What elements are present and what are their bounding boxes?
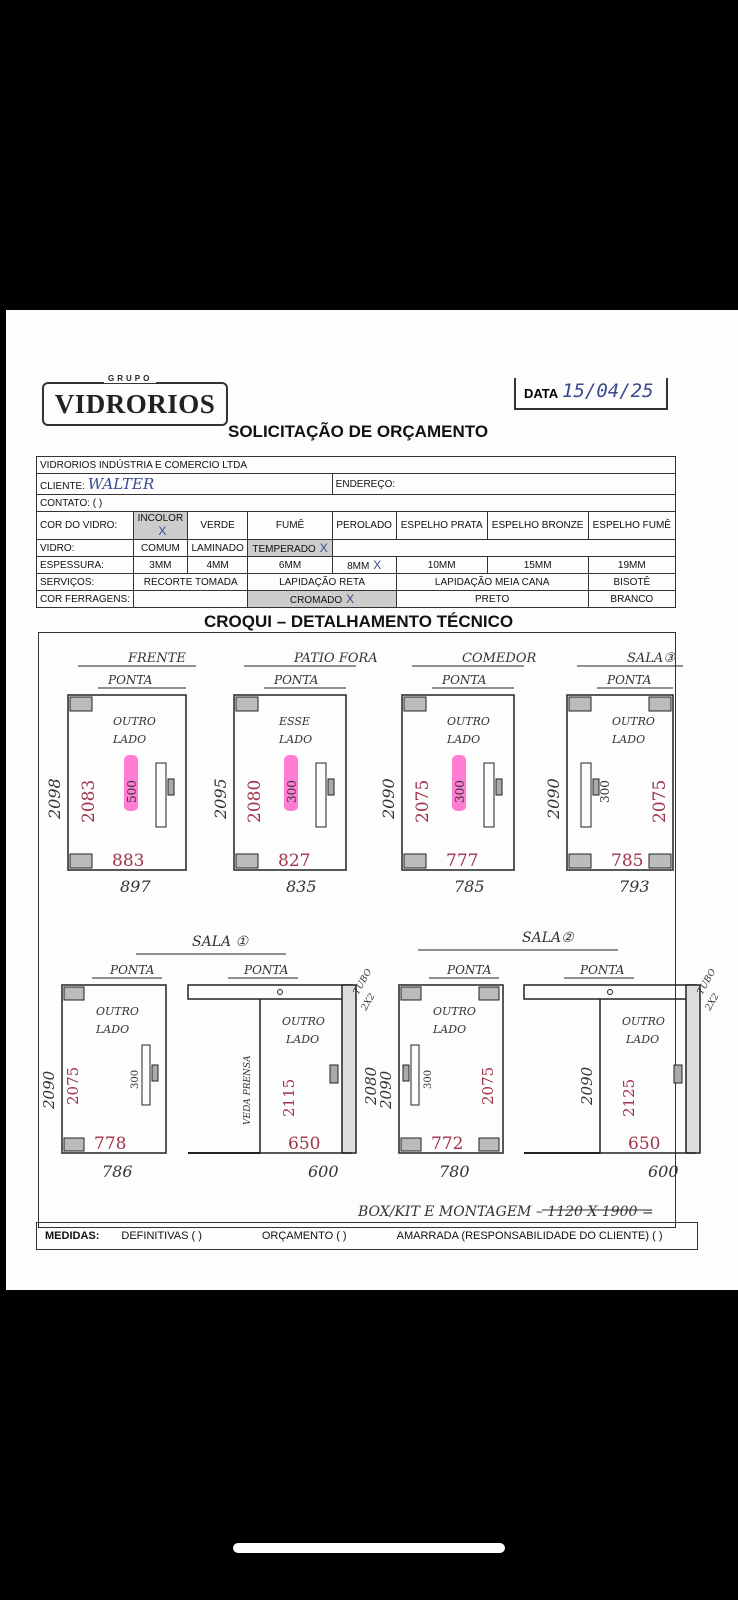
handle-size: 300	[423, 1069, 434, 1089]
home-indicator[interactable]	[233, 1543, 505, 1553]
check-mark: X	[346, 592, 355, 606]
side-note: LADO	[96, 1023, 130, 1036]
color-fume: FUMÊ	[248, 512, 332, 540]
thickness-10mm: 10MM	[396, 557, 487, 574]
total-height: 2090	[40, 1070, 58, 1109]
color-espelho-bronze: ESPELHO BRONZE	[487, 512, 588, 540]
side-note: LADO	[279, 733, 313, 746]
side-note: OUTRO	[622, 1015, 665, 1028]
thickness-15mm: 15MM	[487, 557, 588, 574]
side-note: LADO	[286, 1033, 320, 1046]
side-note: OUTRO	[433, 1005, 476, 1018]
corner-fitting	[649, 854, 671, 868]
glass-height: 2075	[64, 1066, 82, 1105]
lock-block	[328, 779, 334, 795]
logo-group-text: GRUPO	[104, 374, 156, 383]
side-note: LADO	[113, 733, 147, 746]
thickness-label: ESPESSURA:	[37, 557, 134, 574]
total-width: 897	[120, 877, 151, 896]
color-perolado: PEROLADO	[332, 512, 396, 540]
color-espelho-fume: ESPELHO FUMÊ	[588, 512, 675, 540]
handle-size: 500	[125, 780, 139, 803]
glass-height: 2075	[413, 779, 433, 823]
total-width: 793	[619, 877, 650, 896]
handle-frame	[484, 763, 494, 827]
rail-screw	[278, 990, 283, 995]
client-value: WALTER	[87, 475, 155, 493]
glass-width: 777	[446, 851, 479, 871]
total-width: 785	[454, 877, 485, 896]
panel-name-4: SALA③	[627, 651, 675, 666]
kit-note: BOX/KIT E MONTAGEM – 1120 X 1900 =	[358, 1204, 654, 1220]
date-label: DATA	[524, 386, 559, 401]
total-width: 600	[308, 1162, 339, 1181]
tube-note: TUBO	[351, 967, 375, 997]
thickness-6mm: 6MM	[248, 557, 332, 574]
service-lapidacao-reta: LAPIDAÇÃO RETA	[248, 574, 396, 591]
glass-comum: COMUM	[134, 540, 188, 557]
croqui-title: CROQUI – DETALHAMENTO TÉCNICO	[204, 612, 514, 631]
corner-fitting	[569, 854, 591, 868]
glass-width: 650	[628, 1134, 661, 1154]
ponta-label: PONTA	[110, 963, 155, 977]
total-height: 2090	[377, 1070, 395, 1109]
glass-height: 2075	[650, 779, 670, 823]
lock-block	[496, 779, 502, 795]
contact-label: CONTATO: ( )	[37, 495, 676, 512]
hardware-label: COR FERRAGENS:	[37, 591, 134, 608]
side-note: OUTRO	[113, 715, 156, 728]
corner-fitting	[70, 854, 92, 868]
drawings-group	[40, 651, 722, 1181]
client-label: CLIENTE:	[40, 481, 86, 492]
date-value: 15/04/25	[562, 380, 654, 402]
croqui-drawings	[6, 310, 738, 1290]
handle-frame	[142, 1045, 150, 1105]
corner-fitting	[404, 697, 426, 711]
glass-width: 785	[611, 851, 644, 871]
side-note: ESSE	[279, 715, 310, 728]
corner-fitting	[569, 697, 591, 711]
side-note: OUTRO	[96, 1005, 139, 1018]
service-bisote: BISOTÊ	[588, 574, 675, 591]
side-note: OUTRO	[282, 1015, 325, 1028]
sala1-label: SALA ①	[192, 934, 249, 950]
glass-width: 883	[112, 851, 145, 871]
thickness-8mm-text: 8MM	[347, 561, 370, 572]
glass-height: 2083	[79, 779, 99, 823]
handle-size: 300	[130, 1069, 141, 1089]
top-rail	[524, 985, 696, 999]
handle-size: 300	[598, 780, 612, 803]
glass-width: 772	[431, 1134, 464, 1154]
ponta-label: PONTA	[274, 673, 319, 687]
check-mark: X	[373, 558, 382, 572]
glass-height: 2125	[620, 1078, 638, 1117]
side-note: OUTRO	[447, 715, 490, 728]
thickness-19mm: 19MM	[588, 557, 675, 574]
service-recorte: RECORTE TOMADA	[134, 574, 248, 591]
lock-block	[674, 1065, 682, 1083]
service-meia-cana: LAPIDAÇÃO MEIA CANA	[396, 574, 588, 591]
handle-size: 300	[453, 780, 467, 803]
handle-frame	[156, 763, 166, 827]
tube-size-note: 2X2	[703, 992, 722, 1013]
handle-frame	[316, 763, 326, 827]
glass-laminado: LAMINADO	[187, 540, 248, 557]
measures-footer	[36, 1222, 698, 1250]
glass-label: VIDRO:	[37, 540, 134, 557]
total-height: 2098	[45, 778, 64, 819]
lock-block	[152, 1065, 158, 1081]
total-width: 600	[648, 1162, 679, 1181]
ponta-label: PONTA	[442, 673, 487, 687]
corner-fitting	[236, 697, 258, 711]
side-note: OUTRO	[612, 715, 655, 728]
services-label: SERVIÇOS:	[37, 574, 134, 591]
tube-size-note: 2X2	[359, 992, 378, 1013]
lock-block	[168, 779, 174, 795]
color-verde: VERDE	[187, 512, 248, 540]
tied-option[interactable]: AMARRADA (RESPONSABILIDADE DO CLIENTE) ( )	[396, 1230, 663, 1242]
ponta-label: PONTA	[580, 963, 625, 977]
handle-frame	[411, 1045, 419, 1105]
tube-profile	[686, 985, 700, 1153]
panel-name-3: COMEDOR	[462, 651, 537, 666]
check-mark: X	[319, 541, 328, 555]
glass-temperado-text: TEMPERADO	[252, 544, 316, 555]
ponta-label: PONTA	[447, 963, 492, 977]
ponta-label: PONTA	[244, 963, 289, 977]
corner-fitting	[479, 987, 499, 1000]
total-height: 2090	[544, 778, 563, 819]
company-name: VIDRORIOS INDÚSTRIA E COMERCIO LTDA	[37, 457, 676, 474]
check-mark: X	[158, 524, 167, 538]
quote-form-paper	[6, 310, 738, 1290]
veda-prensa-note: VEDA PRENSA	[243, 1055, 253, 1125]
corner-fitting	[404, 854, 426, 868]
total-height: 2095	[211, 778, 230, 819]
corner-fitting	[70, 697, 92, 711]
color-incolor-text: INCOLOR	[137, 513, 184, 524]
total-height: 2090	[578, 1066, 596, 1105]
corner-fitting	[479, 1138, 499, 1151]
panel-name-2: PATIO FORA	[294, 651, 378, 666]
tube-note: TUBO	[695, 967, 719, 997]
glass-height: 2075	[479, 1066, 497, 1105]
corner-fitting	[64, 1138, 84, 1151]
glass-width: 827	[278, 851, 311, 871]
color-label: COR DO VIDRO:	[37, 512, 134, 540]
thickness-3mm: 3MM	[134, 557, 188, 574]
rail-screw	[608, 990, 613, 995]
thickness-4mm: 4MM	[187, 557, 248, 574]
handle-frame	[581, 763, 591, 827]
total-width: 835	[286, 877, 317, 896]
page-title: SOLICITAÇÃO DE ORÇAMENTO	[228, 422, 489, 441]
definitive-option[interactable]: DEFINITIVAS ( )	[121, 1230, 202, 1242]
corner-fitting	[236, 854, 258, 868]
corner-fitting	[64, 987, 84, 1000]
ponta-label: PONTA	[108, 673, 153, 687]
corner-fitting	[649, 697, 671, 711]
quote-option[interactable]: ORÇAMENTO ( )	[261, 1230, 347, 1242]
glass-width: 778	[94, 1134, 127, 1154]
side-note: LADO	[626, 1033, 660, 1046]
measures-label: MEDIDAS:	[45, 1230, 100, 1242]
handle-size: 300	[285, 780, 299, 803]
panel-name-1: FRENTE	[128, 651, 186, 666]
total-height: 2090	[379, 778, 398, 819]
lock-block	[403, 1065, 409, 1081]
color-espelho-prata: ESPELHO PRATA	[396, 512, 487, 540]
total-width: 786	[102, 1162, 133, 1181]
side-note: LADO	[447, 733, 481, 746]
hardware-branco: BRANCO	[588, 591, 675, 608]
tube-profile	[342, 985, 356, 1153]
logo-text: VIDRORIOS	[54, 388, 216, 419]
hardware-cromado-text: CROMADO	[289, 595, 343, 606]
address-label: ENDEREÇO:	[332, 474, 675, 495]
top-rail	[188, 985, 352, 999]
glass-height: 2080	[245, 779, 265, 823]
side-note: LADO	[433, 1023, 467, 1036]
glass-height: 2115	[280, 1078, 298, 1117]
total-width: 780	[439, 1162, 470, 1181]
corner-fitting	[401, 1138, 421, 1151]
glass-width: 650	[288, 1134, 321, 1154]
hardware-preto: PRETO	[396, 591, 588, 608]
lock-block	[330, 1065, 338, 1083]
sala2-label: SALA②	[522, 930, 574, 946]
side-note: LADO	[612, 733, 646, 746]
ponta-label: PONTA	[607, 673, 652, 687]
corner-fitting	[401, 987, 421, 1000]
total-height: 2080	[362, 1066, 380, 1105]
